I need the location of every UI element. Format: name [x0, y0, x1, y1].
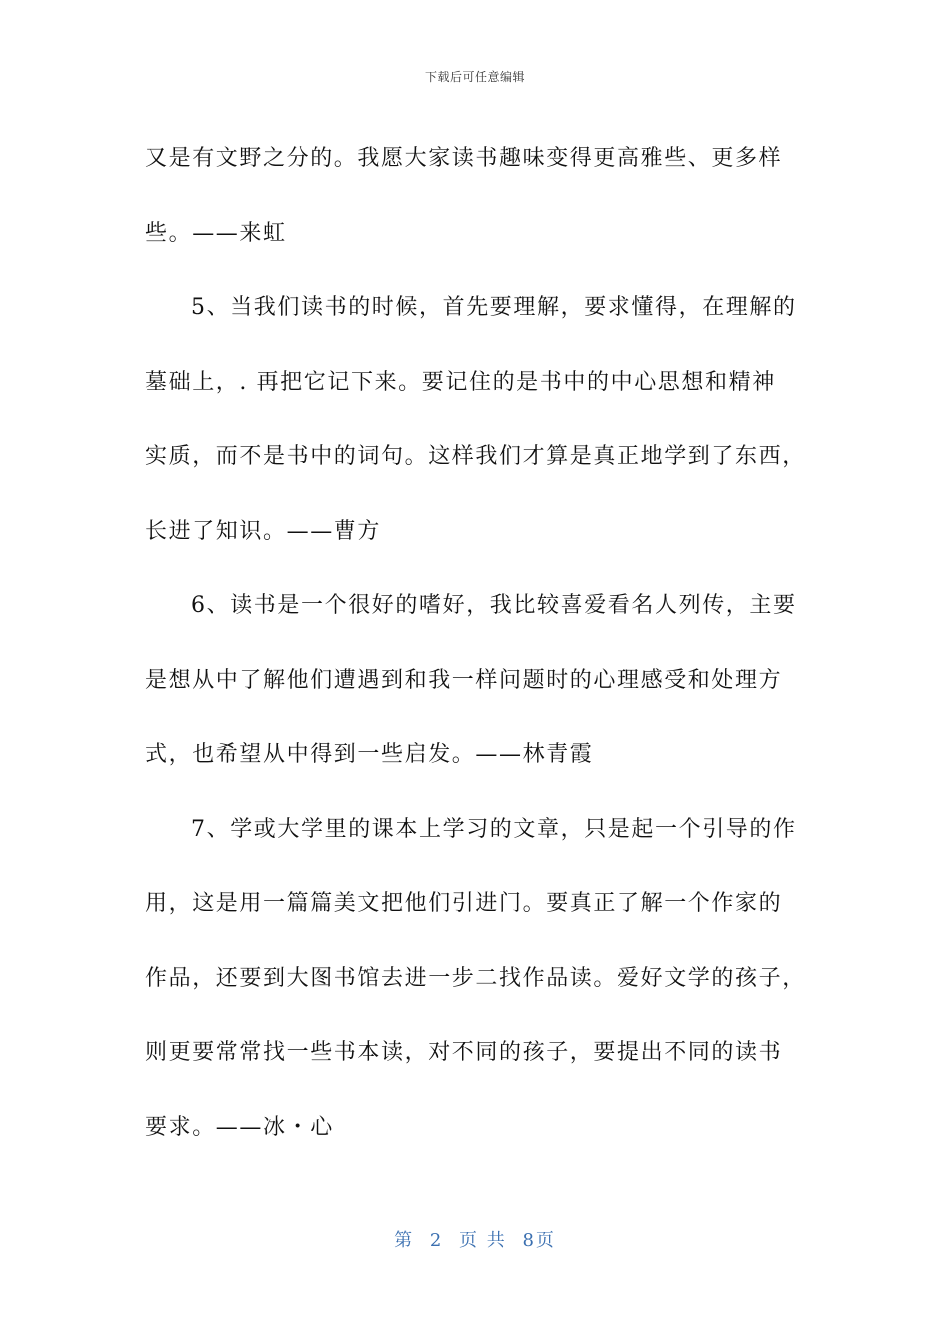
- page-current: 2: [429, 1230, 444, 1251]
- text-line: 长进了知识。——曹方: [145, 518, 382, 544]
- page-header-note: 下载后可任意编辑: [424, 70, 525, 84]
- text-line: 式，也希望从中得到一些启发。——林青霞: [145, 742, 594, 767]
- paragraph-continuation: [145, 122, 810, 271]
- text-line: 实质，而不是书中的词句。这样我们才算是真正地学到了东西，: [145, 444, 806, 469]
- paragraph-quote-7: [145, 793, 810, 1166]
- text-line: 5、当我们读书的时候，首先要理解，要求懂得，在理解的: [191, 295, 797, 320]
- text-line: 又是有文野之分的。我愿大家读书趣味变得更高雅些、更多样: [145, 146, 783, 171]
- text-line: 要求。——冰・心: [145, 1114, 334, 1140]
- text-line: 6、读书是一个很好的嗜好，我比较喜爱看名人列传，主要: [191, 593, 797, 618]
- page-middle: 页 共: [459, 1230, 507, 1251]
- page-prefix: 第: [394, 1230, 415, 1251]
- document-body: [145, 122, 810, 1165]
- text-line: 些。——来虹: [145, 220, 287, 246]
- page-number-footer: [0, 1226, 950, 1252]
- text-line: 作品，还要到大图书馆去进一步二找作品读。爱好文学的孩子，: [145, 965, 806, 991]
- paragraph-quote-5: [145, 271, 810, 569]
- text-line: 是想从中了解他们遭遇到和我一样问题时的心理感受和处理方: [145, 667, 783, 693]
- text-line: 墓础上，. 再把它记下来。要记住的是书中的中心思想和精神: [145, 369, 776, 395]
- text-line: 则更要常常找一些书本读，对不同的孩子，要提出不同的读书: [145, 1040, 783, 1065]
- page-total: 8页: [522, 1230, 556, 1251]
- text-line: 7、学或大学里的课本上学习的文章，只是起一个引导的作: [191, 816, 797, 842]
- text-line: 用，这是用一篇篇美文把他们引进门。要真正了解一个作家的: [145, 891, 783, 916]
- paragraph-quote-6: [145, 569, 810, 793]
